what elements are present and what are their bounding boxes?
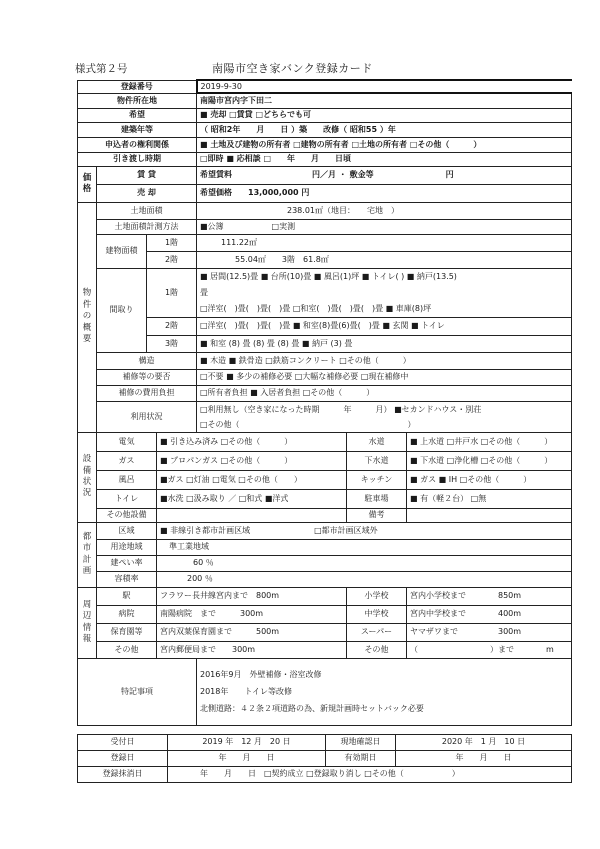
junior-school-value: 宮内中学校まで 400m bbox=[407, 605, 572, 623]
built-row bbox=[78, 122, 572, 137]
surroundings-table bbox=[77, 587, 572, 659]
layout-label: 間取り bbox=[97, 268, 147, 352]
reg-no-label: 登録番号 bbox=[78, 80, 197, 93]
land-method-row bbox=[78, 219, 572, 234]
floor2-area: 55.04㎡ 3階 61.8㎡ bbox=[197, 251, 572, 268]
rights-label: 申込者の権利関係 bbox=[78, 137, 197, 152]
layout2-label: 2階 bbox=[147, 317, 197, 335]
other-facility-row bbox=[78, 508, 572, 522]
facilities-group-label: 設 備 状 況 bbox=[78, 432, 97, 522]
toilet-label: トイレ bbox=[97, 489, 157, 508]
supermarket-label: スーパー bbox=[347, 623, 407, 641]
rent-row bbox=[78, 166, 572, 184]
repair-need-value: □不要 ■ 多少の補修必要 □大幅な補修必要 □現在補修中 bbox=[197, 369, 572, 385]
layout1-label: 1階 bbox=[147, 268, 197, 317]
layout2-value: □洋室( )畳( )畳( )畳 ■ 和室(8)畳(6)畳( )畳 ■ 玄関 ■ トイレ bbox=[197, 317, 572, 335]
hospital-row bbox=[78, 605, 572, 623]
toilet-row bbox=[78, 489, 572, 508]
bath-row bbox=[78, 470, 572, 489]
usage-line-a: □利用無し（空き家になった時期 年 月） ■セカンドハウス・別荘 bbox=[200, 404, 482, 414]
other-facility-value bbox=[157, 508, 347, 522]
far-label: 容積率 bbox=[97, 571, 157, 587]
sale-label: 売 却 bbox=[97, 184, 197, 202]
planning-group-label: 都 市 計 画 bbox=[78, 522, 97, 587]
land-method-value: ■公簿 □実測 bbox=[197, 219, 572, 234]
reg-no-value: 2019-9-30 bbox=[197, 80, 572, 93]
registered-row bbox=[78, 750, 572, 766]
layout1-line-a: ■ 居間(12.5)畳 ■ 台所(10)畳 ■ 風呂(1)坪 ■ トイレ( ) ■ 納戸(13.5) bbox=[200, 271, 457, 281]
zoning-row bbox=[78, 539, 572, 555]
other-place2-label: その他 bbox=[347, 641, 407, 658]
structure-value: ■ 木造 ■ 鉄骨造 □鉄筋コンクリート □その他（ ） bbox=[197, 352, 572, 369]
other-place-row bbox=[78, 641, 572, 658]
registered-value: 年 月 日 bbox=[168, 750, 326, 766]
wish-row bbox=[78, 108, 572, 122]
water-label: 水道 bbox=[347, 432, 407, 451]
land-method-label: 土地面積計測方法 bbox=[97, 219, 197, 234]
far-row bbox=[78, 571, 572, 587]
coverage-label: 建ぺい率 bbox=[97, 555, 157, 571]
rights-row bbox=[78, 137, 572, 152]
handover-value: □即時 ■ 応相談 □ 年 月 日頃 bbox=[197, 152, 572, 166]
parking-value: ■ 有（軽２台） □無 bbox=[407, 489, 572, 508]
layout1-line-c: □洋室( )畳( )畳( )畳 □和室( )畳( )畳( )畳 ■ 車庫(8)坪 bbox=[200, 303, 432, 313]
land-area-label: 土地面積 bbox=[97, 202, 197, 219]
area-label: 区域 bbox=[97, 522, 157, 539]
station-value: フラワー長井線宮内まで 800m bbox=[157, 587, 347, 605]
layout1-line-b: 畳 bbox=[200, 287, 208, 297]
layout3-value: ■ 和室 (8) 畳 (8) 畳 (8) 畳 ■ 納戸 (3) 畳 bbox=[197, 335, 572, 352]
layout3-label: 3階 bbox=[147, 335, 197, 352]
location-label: 物件所在地 bbox=[78, 93, 197, 108]
other-place-value: 宮内郵便局まで 300m bbox=[157, 641, 347, 658]
zoning-value: 準工業地域 bbox=[157, 539, 572, 555]
special-note-3: 北側道路：４２条２項道路の為、新規計画時セットバック必要 bbox=[200, 704, 424, 713]
layout1-value bbox=[197, 268, 572, 317]
parking-label: 駐車場 bbox=[347, 489, 407, 508]
cancel-value: 年 月 日 □契約成立 □登録取り消し □その他（ ） bbox=[168, 766, 572, 782]
received-row bbox=[78, 734, 572, 750]
location-value: 南陽市宮内字下田二 bbox=[197, 93, 572, 108]
floor-area-label: 建物面積 bbox=[97, 234, 147, 268]
usage-value bbox=[197, 401, 572, 432]
usage-line-b: □その他（ ） bbox=[200, 419, 416, 429]
rent-label: 賃 貸 bbox=[97, 166, 197, 184]
rent-value: 希望賃料 円／月 ・ 敷金等 円 bbox=[197, 166, 572, 184]
station-row bbox=[78, 587, 572, 605]
floor2-label: 2階 bbox=[147, 251, 197, 268]
built-label: 建築年等 bbox=[78, 122, 197, 137]
land-area-row bbox=[78, 202, 572, 219]
other-facility-label: その他設備 bbox=[97, 508, 157, 522]
land-area-value: 238.01㎡（地目： 宅地 ） bbox=[197, 202, 572, 219]
cancel-row bbox=[78, 766, 572, 782]
electric-value: ■ 引き込み済み □その他（ ） bbox=[157, 432, 347, 451]
layout2-row bbox=[78, 317, 572, 335]
structure-row bbox=[78, 352, 572, 369]
bath-value: ■ガス □灯油 □電気 □その他（ ） bbox=[157, 470, 347, 489]
floor1-area: 111.22㎡ bbox=[197, 234, 572, 251]
reg-no-row bbox=[78, 80, 572, 93]
floor1-row bbox=[78, 234, 572, 251]
basic-info-table bbox=[77, 79, 572, 167]
registration-card bbox=[77, 79, 572, 783]
dates-table bbox=[77, 734, 572, 783]
repair-cost-value: □所有者負担 ■ 入居者負担 □その他（ ） bbox=[197, 385, 572, 401]
layout3-row bbox=[78, 335, 572, 352]
floor2-row bbox=[78, 251, 572, 268]
valid-label: 有効期日 bbox=[326, 750, 396, 766]
handover-label: 引き渡し時期 bbox=[78, 152, 197, 166]
station-label: 駅 bbox=[97, 587, 157, 605]
wish-label: 希望 bbox=[78, 108, 197, 122]
received-label: 受付日 bbox=[78, 734, 168, 750]
location-row bbox=[78, 93, 572, 108]
hospital-value: 南陽病院 まで 300m bbox=[157, 605, 347, 623]
repair-cost-label: 補修の費用負担 bbox=[97, 385, 197, 401]
special-notes-value bbox=[197, 658, 572, 725]
water-value: ■ 上水道 □井戸水 □その他（ ） bbox=[407, 432, 572, 451]
gas-value: ■ プロパンガス □その他（ ） bbox=[157, 451, 347, 470]
special-notes-label: 特記事項 bbox=[78, 658, 197, 725]
structure-label: 構造 bbox=[97, 352, 197, 369]
elem-school-value: 宮内小学校まで 850m bbox=[407, 587, 572, 605]
gas-row bbox=[78, 451, 572, 470]
floor1-label: 1階 bbox=[147, 234, 197, 251]
sewer-value: ■ 下水道 □浄化槽 □その他（ ） bbox=[407, 451, 572, 470]
repair-need-label: 補修等の要否 bbox=[97, 369, 197, 385]
special-notes-table bbox=[77, 658, 572, 726]
sewer-label: 下水道 bbox=[347, 451, 407, 470]
price-table bbox=[77, 166, 572, 203]
remarks-value bbox=[407, 508, 572, 522]
repair-cost-row bbox=[78, 385, 572, 401]
zoning-label: 用途地域 bbox=[97, 539, 157, 555]
junior-school-label: 中学校 bbox=[347, 605, 407, 623]
cancel-label: 登録抹消日 bbox=[78, 766, 168, 782]
inspect-label: 現地確認日 bbox=[326, 734, 396, 750]
area-value: ■ 非線引き都市計画区域 □都市計画区域外 bbox=[157, 522, 572, 539]
inspect-value: 2020 年 1 月 10 日 bbox=[396, 734, 572, 750]
nursery-label: 保育園等 bbox=[97, 623, 157, 641]
supermarket-value: ヤマザワまで 300m bbox=[407, 623, 572, 641]
kitchen-value: ■ ガス ■ IH □その他（ ） bbox=[407, 470, 572, 489]
special-note-2: 2018年 トイレ等改修 bbox=[200, 687, 292, 696]
special-notes-row bbox=[78, 658, 572, 725]
coverage-value: 60 ％ bbox=[157, 555, 572, 571]
facilities-table bbox=[77, 432, 572, 523]
outline-group-label: 物 件 の 概 要 bbox=[78, 202, 97, 432]
remarks-label: 備考 bbox=[347, 508, 407, 522]
hospital-label: 病院 bbox=[97, 605, 157, 623]
repair-need-row bbox=[78, 369, 572, 385]
registered-label: 登録日 bbox=[78, 750, 168, 766]
wish-value: ■ 売却 □賃貸 □どちらでも可 bbox=[197, 108, 572, 122]
price-group-label: 価 格 bbox=[78, 166, 97, 202]
outline-table bbox=[77, 202, 572, 433]
other-place2-value: （ ）まで m bbox=[407, 641, 572, 658]
nursery-row bbox=[78, 623, 572, 641]
form-number: 様式第２号 bbox=[75, 63, 128, 75]
handover-row bbox=[78, 152, 572, 166]
sale-value: 希望価格 13,000,000 円 bbox=[197, 184, 572, 202]
layout1-row bbox=[78, 268, 572, 317]
usage-label: 利用状況 bbox=[97, 401, 197, 432]
gas-label: ガス bbox=[97, 451, 157, 470]
nursery-value: 宮内双葉保育園まで 500m bbox=[157, 623, 347, 641]
other-place-label: その他 bbox=[97, 641, 157, 658]
built-value: （ 昭和2年 月 日 ）築 改修（ 昭和55 ）年 bbox=[197, 122, 572, 137]
received-value: 2019 年 12 月 20 日 bbox=[168, 734, 326, 750]
usage-row bbox=[78, 401, 572, 432]
planning-table bbox=[77, 522, 572, 588]
electric-row bbox=[78, 432, 572, 451]
sale-row bbox=[78, 184, 572, 202]
rights-value: ■ 土地及び建物の所有者 □建物の所有者 □土地の所有者 □その他（ ） bbox=[197, 137, 572, 152]
surroundings-group-label: 周 辺 情 報 bbox=[78, 587, 97, 658]
special-note-1: 2016年9月 外壁補修・浴室改修 bbox=[200, 670, 322, 679]
electric-label: 電気 bbox=[97, 432, 157, 451]
page-title: 南陽市空き家バンク登録カード bbox=[212, 62, 373, 75]
valid-value: 年 月 日 bbox=[396, 750, 572, 766]
far-value: 200 ％ bbox=[157, 571, 572, 587]
toilet-value: ■水洗 □汲み取り ／ □和式 ■洋式 bbox=[157, 489, 347, 508]
bath-label: 風呂 bbox=[97, 470, 157, 489]
area-row bbox=[78, 522, 572, 539]
elem-school-label: 小学校 bbox=[347, 587, 407, 605]
coverage-row bbox=[78, 555, 572, 571]
kitchen-label: キッチン bbox=[347, 470, 407, 489]
